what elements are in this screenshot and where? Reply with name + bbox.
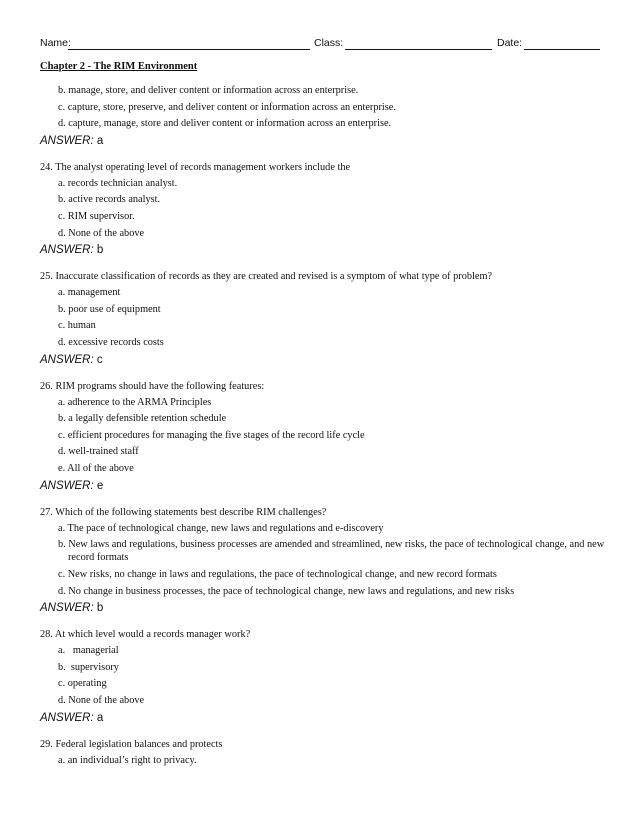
answer-value: a [96,711,104,724]
option: c. RIM supervisor. [58,210,135,222]
class-blank [345,49,492,50]
option: e. All of the above [58,462,134,474]
option: d. capture, manage, store and deliver content or information across an enterprise. [58,118,392,130]
option: d. well-trained staff [58,446,139,458]
option: a. an individual’s right to privacy. [58,754,197,766]
option: a. adherence to the ARMA Principles [58,396,212,408]
option: c. operating [58,678,107,690]
option: b. New laws and regulations, business processes are amended and streamlined, new risks, the pace of technological change, and new record formats [58,539,605,564]
option: d. None of the above [58,695,145,707]
question-block-26 [40,379,610,494]
question-text: 27. Which of the following statements best describe RIM challenges? [40,506,327,518]
question-block-24 [40,160,610,258]
option: b. active records analyst. [58,194,161,206]
answer-value: b [96,602,104,615]
answer-label: ANSWER: [40,134,94,147]
class-label: Class: [314,37,344,49]
option: c. efficient procedures for managing the five stages of the record life cycle [58,429,365,441]
option: b. manage, store, and deliver content or information across an enterprise. [58,85,359,96]
question-text: 25. Inaccurate classification of records as they are created and revised is a symptom of what type of problem? [40,271,493,283]
answer-label: ANSWER: [40,353,94,366]
option: c. capture, store, preserve, and deliver content or information across an enterprise. [58,101,396,113]
answer-line [40,133,610,149]
answer-value: a [96,134,104,147]
question-text: 26. RIM programs should have the following features: [40,380,265,392]
option: b. poor use of equipment [58,303,161,315]
student-info-header [40,37,600,51]
name-blank [68,49,310,50]
name-label: Name: [40,37,71,49]
option: b. supervisory [58,661,119,673]
question-block-23 [40,83,610,149]
question-block-25 [40,269,610,367]
option: c. New risks, no change in laws and regulations, the pace of technological change, and new record formats [58,569,497,581]
answer-line [40,478,610,494]
answer-value: b [96,244,104,257]
question-text: 24. The analyst operating level of records management workers include the [40,161,351,173]
option: a. The pace of technological change, new laws and regulations and e-discovery [58,522,384,534]
answer-line [40,600,610,616]
question-block-27 [40,505,610,617]
option: d. No change in business processes, the pace of technological change, new laws and regulations, and new risks [58,585,515,597]
answer-label: ANSWER: [40,711,94,724]
answer-line [40,352,610,368]
question-text: 28. At which level would a records manager work? [40,629,251,641]
answer-line [40,242,610,258]
answer-label: ANSWER: [40,479,94,492]
option: c. human [58,320,96,332]
answer-line [40,710,610,726]
date-blank [524,49,600,50]
answer-value: e [96,479,104,492]
answer-value: c [96,353,103,366]
option: a. managerial [58,645,119,657]
option: d. excessive records costs [58,336,164,348]
question-list [40,83,610,769]
date-label: Date: [497,37,523,49]
question-block-29 [40,737,610,770]
option: a. management [58,287,121,299]
option: a. records technician analyst. [58,177,178,189]
question-block-28 [40,627,610,725]
option: d. None of the above [58,227,145,239]
chapter-title: Chapter 2 - The RIM Environment [40,61,198,72]
question-text: 29. Federal legislation balances and protects [40,738,223,750]
option: b. a legally defensible retention schedule [58,413,227,425]
answer-label: ANSWER: [40,602,94,615]
answer-label: ANSWER: [40,244,94,257]
